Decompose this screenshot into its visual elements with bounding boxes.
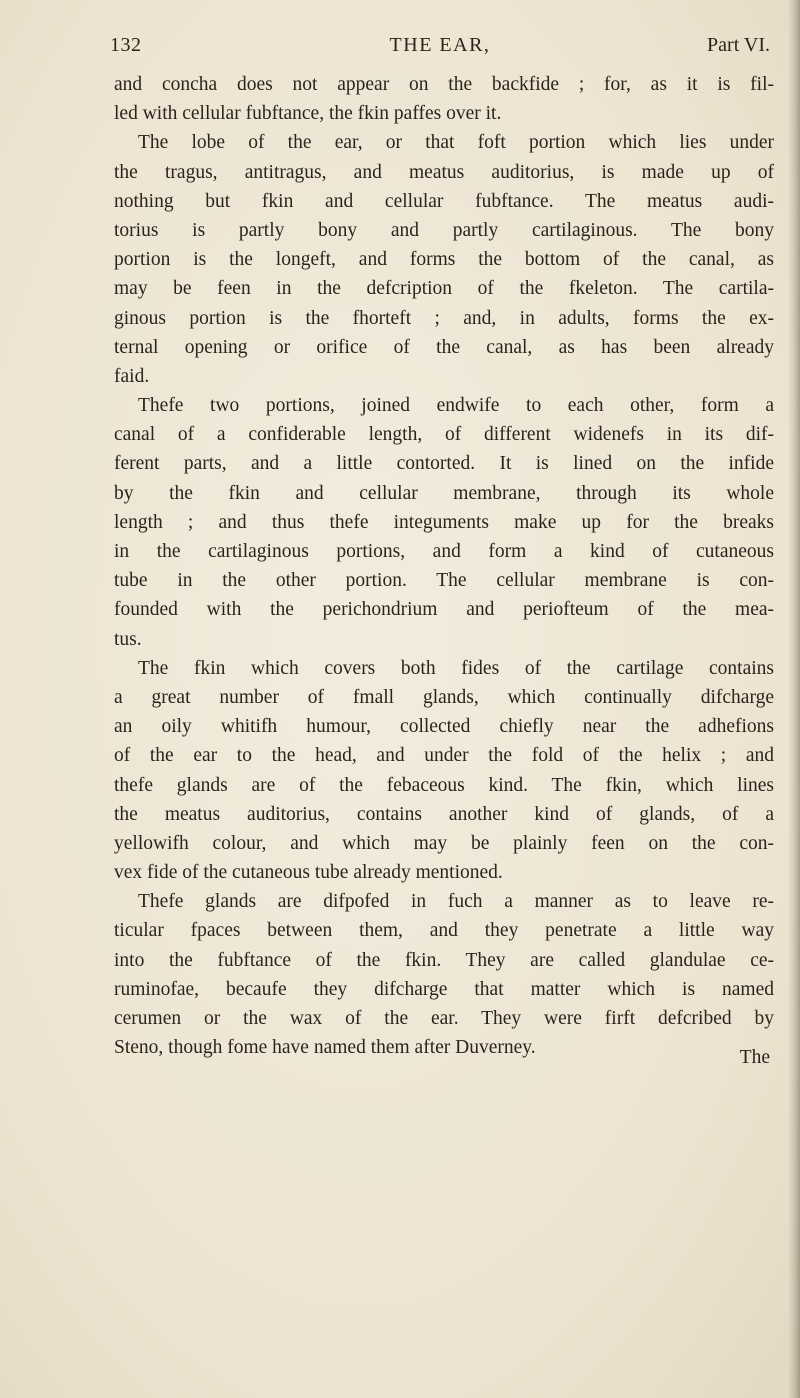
text-line: ruminofae, becaufe they difcharge that matter which is named (114, 978, 774, 1000)
text-line: by the fkin and cellular membrane, through its whole (114, 482, 774, 504)
text-line: Thefe two portions, joined endwife to each other, form a (138, 395, 774, 417)
text-line: ginous portion is the fhorteft ; and, in adults, forms the ex- (114, 307, 774, 329)
text-line: yellowifh colour, and which may be plainly feen on the con- (114, 832, 774, 854)
text-line: into the fubftance of the fkin. They are called glandulae ce- (114, 949, 774, 971)
text-line: thefe glands are of the febaceous kind. The fkin, which lines (114, 774, 774, 796)
text-line: faid. (114, 365, 150, 387)
text-line: an oily whitifh humour, collected chiefly near the adhefions (114, 716, 774, 738)
text-line: length ; and thus thefe integuments make up for the breaks (114, 511, 774, 533)
page-header (110, 34, 770, 66)
text-line: the tragus, antitragus, and meatus auditorius, is made up of (114, 161, 774, 183)
text-line: torius is partly bony and partly cartilaginous. The bony (114, 219, 774, 241)
text-line: Thefe glands are difpofed in fuch a manner as to leave re- (138, 891, 774, 913)
text-line: ferent parts, and a little contorted. It is lined on the infide (114, 453, 774, 475)
text-line: nothing but fkin and cellular fubftance. The meatus audi- (114, 190, 774, 212)
text-line: founded with the perichondrium and periofteum of the mea- (114, 599, 774, 621)
text-line: in the cartilaginous portions, and form a kind of cutaneous (114, 541, 774, 562)
text-line: cerumen or the wax of the ear. They were firft defcribed by (114, 1008, 774, 1029)
text-line: led with cellular fubftance, the fkin paffes over it. (114, 103, 502, 125)
text-line: of the ear to the head, and under the fold of the helix ; and (114, 745, 774, 767)
text-line: ticular fpaces between them, and they penetrate a little way (114, 920, 774, 942)
catchword: The (739, 1047, 770, 1068)
text-line: ternal opening or orifice of the canal, as has been already (114, 336, 774, 358)
text-line: portion is the longeft, and forms the bottom of the canal, as (114, 249, 774, 271)
text-line: canal of a confiderable length, of different widenefs in its dif- (114, 424, 774, 446)
text-line: and concha does not appear on the backfide ; for, as it is fil- (114, 74, 774, 95)
page-edge-shadow (788, 0, 800, 1398)
text-line: may be feen in the defcription of the fkeleton. The cartila- (114, 278, 774, 300)
text-line: The lobe of the ear, or that foft portion which lies under (138, 132, 774, 154)
text-line: the meatus auditorius, contains another kind of glands, of a (114, 803, 774, 825)
text-line: tube in the other portion. The cellular membrane is con- (114, 570, 774, 592)
text-line: tus. (114, 628, 142, 650)
running-title: THE EAR, (389, 34, 491, 56)
text-line: The fkin which covers both fides of the cartilage contains (138, 657, 774, 679)
text-line: a great number of fmall glands, which continually difcharge (114, 686, 774, 708)
text-line: vex fide of the cutaneous tube already mentioned. (114, 862, 503, 884)
part-label: Part VI. (707, 34, 770, 56)
page-number: 132 (110, 34, 142, 56)
body-text (114, 70, 774, 1062)
text-line: Steno, though fome have named them after Duverney. (114, 1037, 536, 1059)
